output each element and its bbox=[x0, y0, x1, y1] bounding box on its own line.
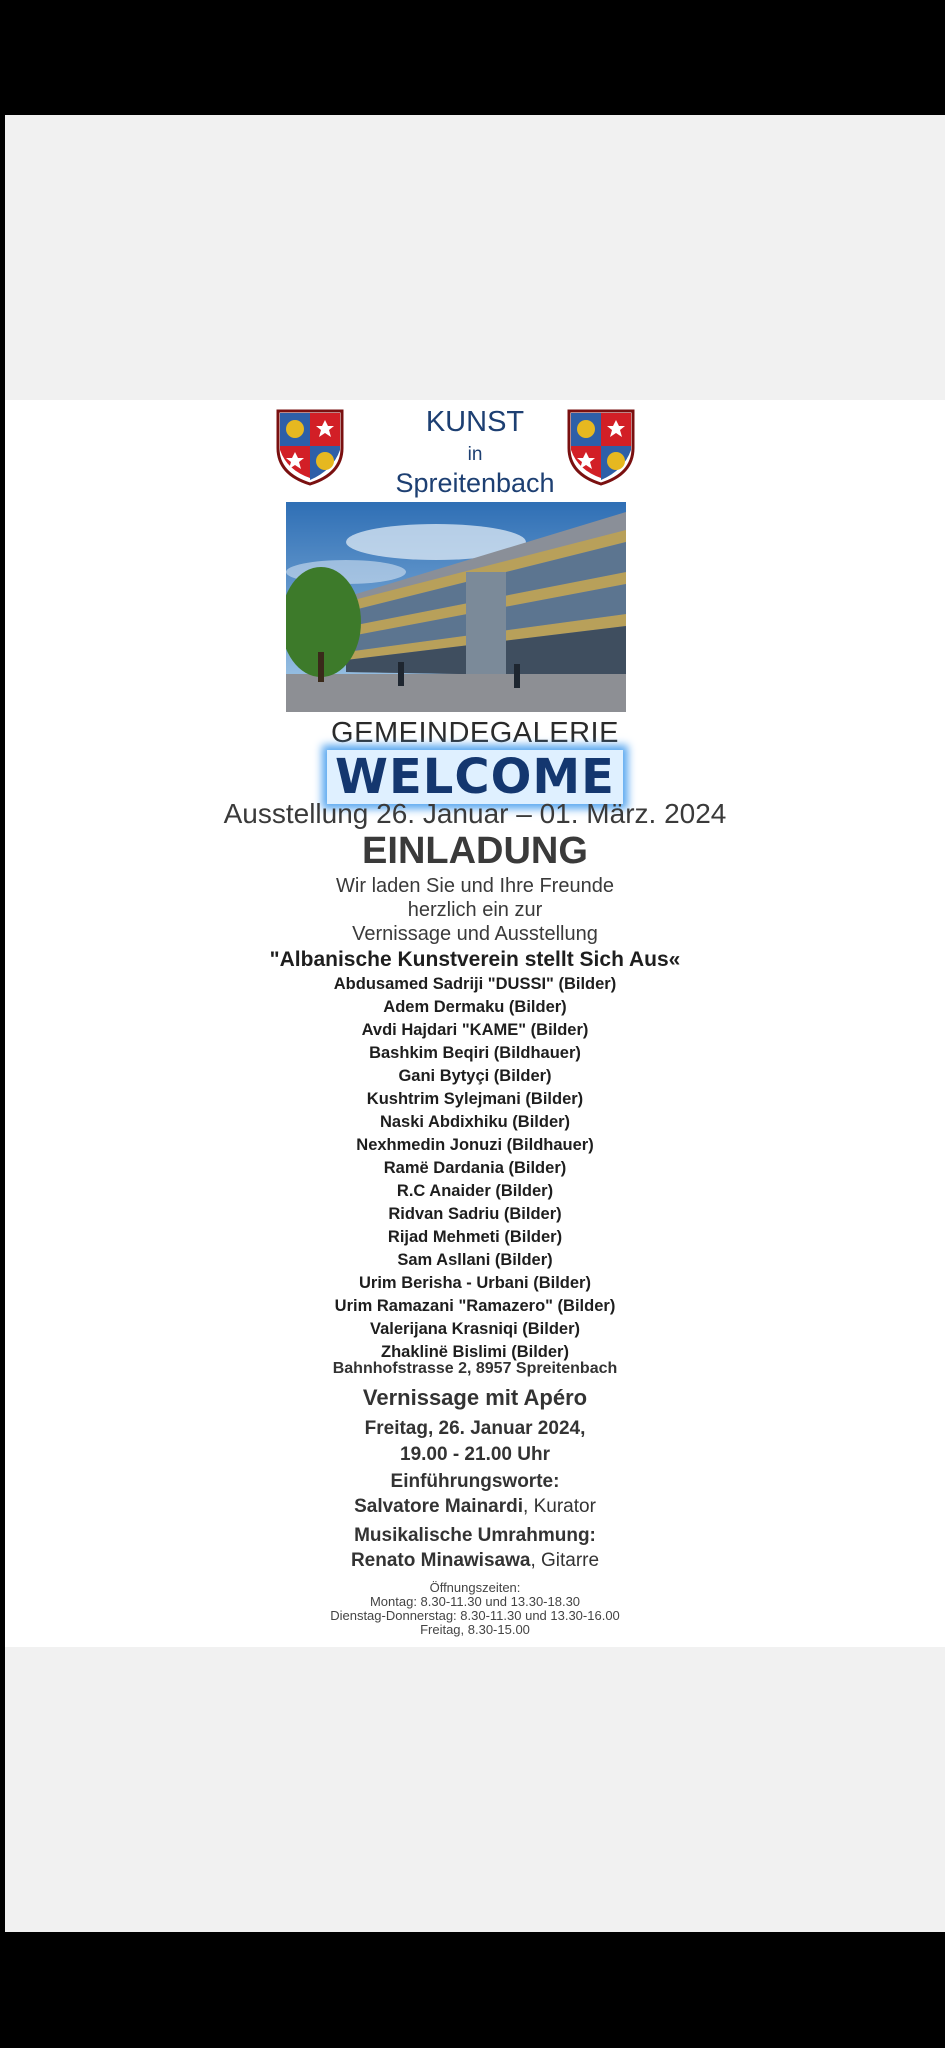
invitation-heading: EINLADUNG bbox=[362, 830, 588, 872]
artist-item: Urim Ramazani "Ramazero" (Bilder) bbox=[334, 1297, 616, 1315]
artist-item: Ramë Dardania (Bilder) bbox=[383, 1159, 567, 1177]
venue-address: Bahnhofstrasse 2, 8957 Spreitenbach bbox=[332, 1360, 618, 1377]
artist-item: Ridvan Sadriu (Bilder) bbox=[388, 1205, 562, 1223]
musician-name: Renato Minawisawa bbox=[350, 1550, 531, 1571]
event-time: 19.00 - 21.00 Uhr bbox=[400, 1444, 550, 1465]
exhibition-title: "Albanische Kunstverein stellt Sich Aus« bbox=[269, 948, 681, 971]
artist-item: Bashkim Beqiri (Bildhauer) bbox=[369, 1044, 581, 1062]
header-in: in bbox=[467, 444, 483, 465]
artist-item: Adem Dermaku (Bilder) bbox=[383, 998, 567, 1016]
opening-hours-title: Öffnungszeiten: bbox=[429, 1580, 521, 1595]
artist-item: Valerijana Krasniqi (Bilder) bbox=[370, 1320, 580, 1338]
opening-hours-friday: Freitag, 8.30-15.00 bbox=[420, 1622, 530, 1637]
artist-item: Sam Asllani (Bilder) bbox=[397, 1251, 553, 1269]
event-date: Freitag, 26. Januar 2024, bbox=[364, 1418, 586, 1439]
artist-item: R.C Anaider (Bilder) bbox=[396, 1182, 554, 1200]
intro-line-1: Wir laden Sie und Ihre Freunde bbox=[336, 875, 614, 897]
curator-line bbox=[5, 1496, 945, 1518]
welcome-text: WELCOME bbox=[327, 750, 623, 804]
music-label: Musikalische Umrahmung: bbox=[354, 1525, 596, 1546]
opening-hours-monday: Montag: 8.30-11.30 und 13.30-18.30 bbox=[369, 1594, 581, 1609]
artist-item: Kushtrim Sylejmani (Bilder) bbox=[366, 1090, 584, 1108]
artist-item: Naski Abdixhiku (Bilder) bbox=[379, 1113, 571, 1131]
exhibition-dates: Ausstellung 26. Januar – 01. März. 2024 bbox=[223, 798, 727, 829]
artist-item: Gani Bytyçi (Bilder) bbox=[398, 1067, 552, 1085]
intro-words-label: Einführungsworte: bbox=[390, 1471, 560, 1492]
vernissage-heading: Vernissage mit Apéro bbox=[362, 1385, 588, 1410]
artist-item: Abdusamed Sadriji "DUSSI" (Bilder) bbox=[333, 975, 617, 993]
musician-line bbox=[5, 1550, 945, 1572]
curator-name: Salvatore Mainardi bbox=[354, 1496, 524, 1517]
welcome-banner bbox=[5, 750, 945, 804]
artist-item: Avdi Hajdari "KAME" (Bilder) bbox=[361, 1021, 589, 1039]
artist-item: Rijad Mehmeti (Bilder) bbox=[387, 1228, 563, 1246]
header-kunst: KUNST bbox=[425, 406, 525, 438]
header-town: Spreitenbach bbox=[395, 468, 555, 498]
gallery-name: GEMEINDEGALERIE bbox=[331, 717, 619, 749]
intro-line-2: herzlich ein zur bbox=[407, 899, 543, 921]
bottom-gray-band bbox=[5, 1647, 945, 1932]
curator-role: , Kurator bbox=[523, 1496, 596, 1517]
building-photo bbox=[286, 502, 626, 712]
artist-list bbox=[5, 973, 945, 1364]
artist-item: Urim Berisha - Urbani (Bilder) bbox=[359, 1274, 591, 1292]
intro-line-3: Vernissage und Ausstellung bbox=[352, 923, 598, 945]
artist-item: Zhaklinë Bislimi (Bilder) bbox=[381, 1343, 569, 1361]
top-gray-band bbox=[5, 115, 945, 400]
opening-hours-tue-thu: Dienstag-Donnerstag: 8.30-11.30 und 13.30-16.00 bbox=[330, 1608, 620, 1623]
invitation-flyer bbox=[5, 400, 945, 1647]
musician-role: , Gitarre bbox=[530, 1550, 600, 1571]
artist-item: Nexhmedin Jonuzi (Bildhauer) bbox=[356, 1136, 594, 1154]
